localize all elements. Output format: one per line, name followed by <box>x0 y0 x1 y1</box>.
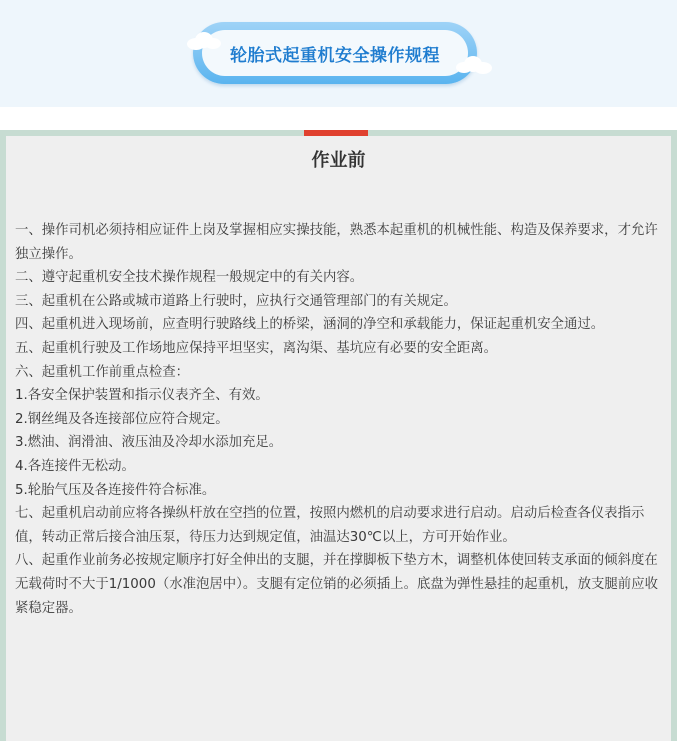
paragraph-item: 2.钢丝绳及各连接部位应符合规定。 <box>15 411 229 427</box>
title-banner <box>193 22 477 84</box>
section-body <box>15 219 663 620</box>
paragraph-item: 五、起重机行驶及工作场地应保持平坦坚实，离沟渠、基坑应有必要的安全距离。 <box>15 340 498 356</box>
accent-bar <box>304 130 368 136</box>
paragraph-item: 1.各安全保护装置和指示仪表齐全、有效。 <box>15 388 269 404</box>
paragraph-item: 5.轮胎气压及各连接件符合标准。 <box>15 482 216 498</box>
page-title: 轮胎式起重机安全操作规程 <box>230 45 440 66</box>
paragraph-item: 三、起重机在公路或城市道路上行驶时，应执行交通管理部门的有关规定。 <box>15 293 457 309</box>
paragraph-item: 七、起重机启动前应将各操纵杆放在空挡的位置，按照内燃机的启动要求进行启动。启动后检查各仪表指示值，转动正常后接合油压泵，待压力达到规定值，油温达30℃以上，方可开始作业。 <box>15 506 645 545</box>
title-banner-inner <box>202 30 468 76</box>
paragraph-item: 六、起重机工作前重点检查： <box>15 364 190 380</box>
paragraph-item: 4.各连接件无松动。 <box>15 458 135 474</box>
section-heading: 作业前 <box>311 150 366 171</box>
paragraph-item: 八、起重作业前务必按规定顺序打好全伸出的支腿，并在撑脚板下垫方木，调整机体使回转支承面的倾斜度在无载荷时不大于1/1000（水准泡居中）。支腿有定位销的必须插上。底盘为弹性悬挂的起重机，放支腿前应收紧稳定器。 <box>15 553 658 616</box>
paragraph-item: 3.燃油、润滑油、液压油及冷却水添加充足。 <box>15 435 283 451</box>
cloud-left-icon <box>183 30 223 52</box>
paragraph-item: 二、遵守起重机安全技术操作规程一般规定中的有关内容。 <box>15 270 364 286</box>
paragraph-item: 一、操作司机必须持相应证件上岗及掌握相应实操技能，熟悉本起重机的机械性能、构造及保养要求，才允许独立操作。 <box>15 223 658 262</box>
cloud-right-icon <box>454 54 494 76</box>
paragraph-item: 四、起重机进入现场前，应查明行驶路线上的桥梁，涵洞的净空和承载能力，保证起重机安全通过。 <box>15 317 605 333</box>
